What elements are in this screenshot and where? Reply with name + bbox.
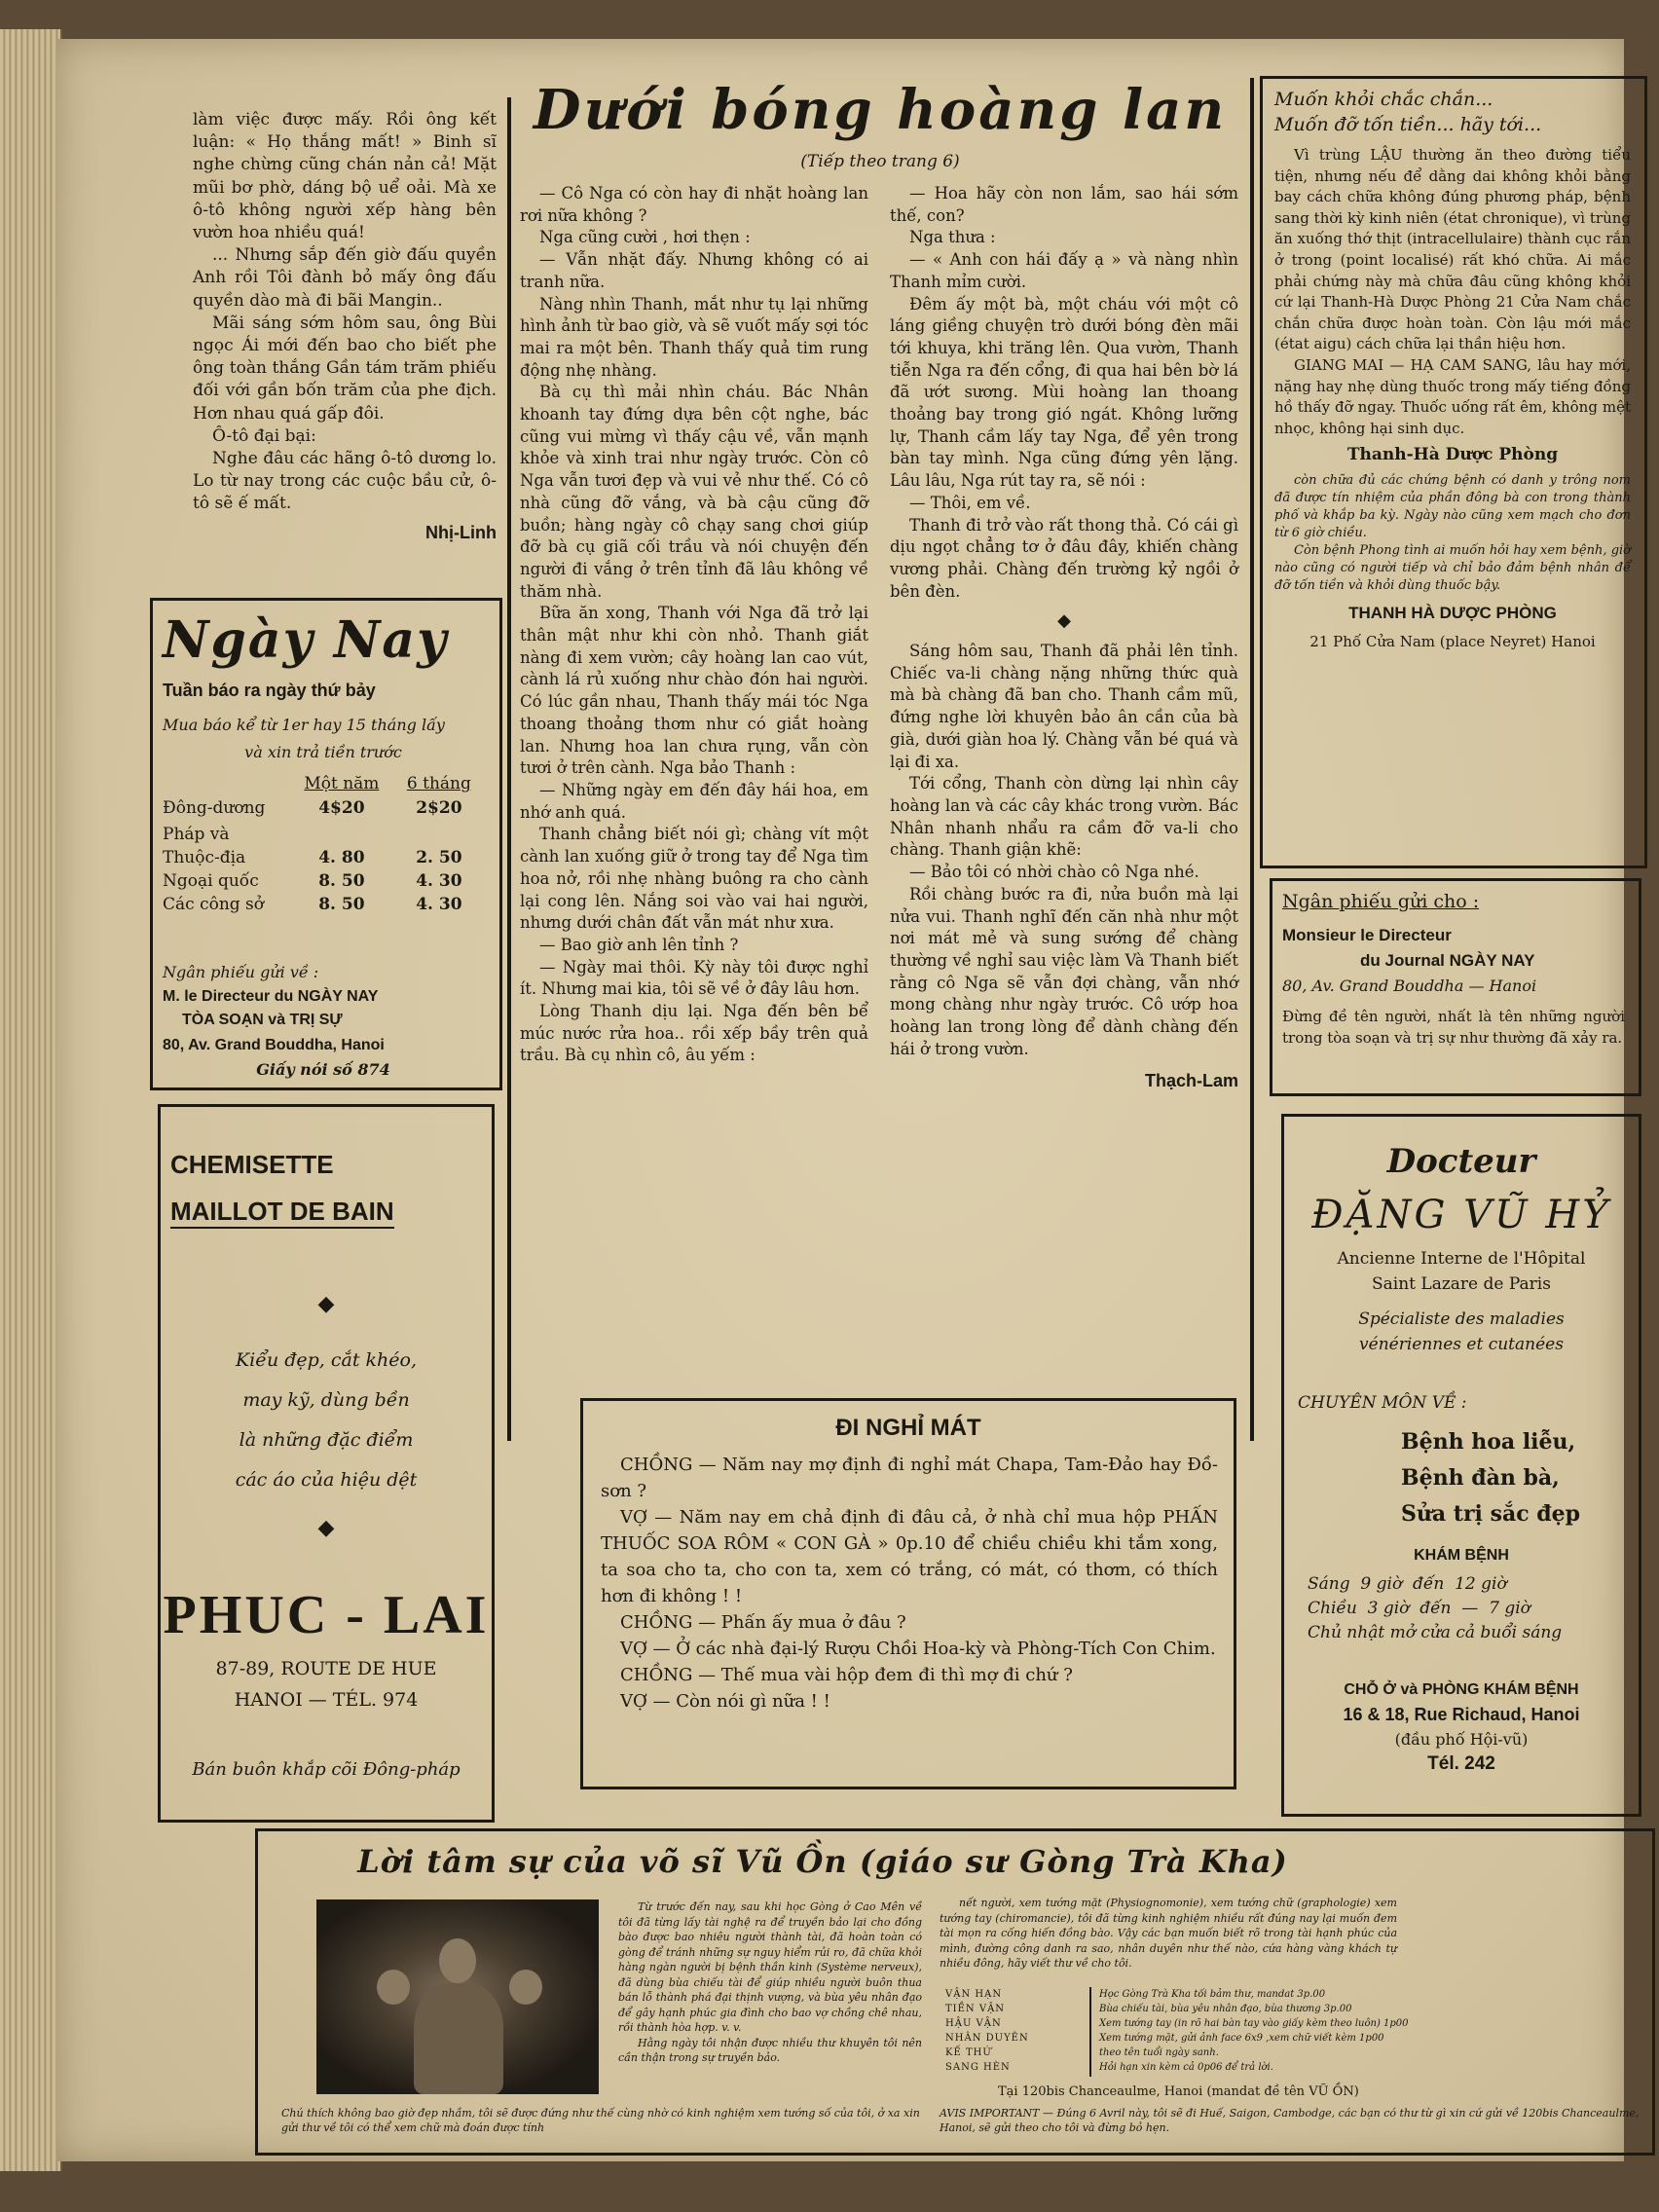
docteur-tel: Tél. 242 bbox=[1427, 1753, 1495, 1774]
price-row-label: Pháp và bbox=[163, 825, 230, 844]
diamond-ornament: ◆ bbox=[317, 1292, 335, 1316]
story-paragraph: Tới cổng, Thanh còn dừng lại nhìn cây hoàng lan và các cây khác trong vườn. Bác Nhân nhanh nhẩu ra cầm đỡ va-li cho chàng. Thanh giận khẽ: bbox=[890, 774, 1238, 860]
thanh-ha-paragraph: còn chữa đủ các chứng bệnh có danh y trông nom đã được tín nhiệm của phần đông bà con trong thành phố và khắp ba kỳ. Ngày nào cũng xem mạch cho đơn từ 6 giờ chiều. bbox=[1274, 472, 1631, 540]
story-paragraph: — Ngày mai thôi. Kỳ này tôi được nghỉ ít. Nhưng mai kia, tôi sẽ về ở đây lâu hơn. bbox=[520, 957, 868, 999]
boxer-left-fist bbox=[377, 1970, 410, 2005]
dialogue-line: CHỒNG — Phấn ấy mua ở đâu ? bbox=[620, 1612, 906, 1633]
ngan-phieu-notice bbox=[1270, 878, 1641, 1096]
left-column-text bbox=[193, 109, 497, 544]
vu-on-paragraph: Từ trước đến nay, sau khi học Gòng ở Cao Mên về tôi đã từng lấy tài nghệ ra để truyền bảo lại cho đồng bào được bao nhiêu người thành tài, đã hoàn toàn có gòng để tránh những sự nguy hiểm rủi ro, đã chữa khỏi hàng ngàn người bị bệnh thần kinh (Système nerveux), đã dùng bùa chiếu tài để giúp nhiều người buôn thua bán lỗ thành phá đại thịnh vượng, và bùa yêu nhân đạo để gây hạnh phúc gia đình cho bao vợ chồng chê nhau, rồi thành hòa hợp. v. v. bbox=[618, 1900, 922, 2034]
thanh-ha-pharmacy-ad bbox=[1260, 76, 1647, 868]
thanh-ha-head-1: Muốn khỏi chắc chắn... bbox=[1274, 89, 1493, 110]
ngan-phieu-note: Đừng đề tên người, nhất là tên những người trong tòa soạn và trị sự như thường đã xảy ra. bbox=[1282, 1008, 1625, 1047]
ngay-nay-title: Ngày Nay bbox=[163, 610, 449, 670]
chemisette-label: CHEMISETTE bbox=[170, 1150, 334, 1179]
service-label: NHÂN DUYÊN bbox=[945, 2033, 1029, 2044]
docteur-hours bbox=[1308, 1572, 1562, 1645]
story-paragraph: — Thôi, em về. bbox=[909, 493, 1031, 512]
docteur-office-label: CHỖ Ở và PHÒNG KHÁM BỆNH bbox=[1344, 1681, 1579, 1698]
thanh-ha-body bbox=[1274, 145, 1631, 652]
ngan-phieu-title: Ngân phiếu gửi cho : bbox=[1282, 891, 1480, 912]
price-six-months: 4. 30 bbox=[416, 895, 462, 914]
di-nghi-mat-title: ĐI NGHỈ MÁT bbox=[835, 1415, 981, 1441]
story-paragraph: — Hoa hãy còn non lắm, sao hái sớm thế, con? bbox=[890, 184, 1238, 225]
list-divider bbox=[1089, 1987, 1091, 2077]
left-paragraph: Ô-tô đại bại: bbox=[212, 425, 316, 446]
subscription-note: Mua báo kể từ 1er hay 15 tháng lấy bbox=[163, 716, 445, 734]
docteur-specialty-2: vénériennes et cutanées bbox=[1359, 1335, 1564, 1354]
thanh-ha-head-2: Muốn đỡ tốn tiền... hãy tới... bbox=[1274, 114, 1542, 135]
col-header-six-months: 6 tháng bbox=[406, 774, 471, 793]
left-paragraph: Nghe đâu các hãng ô-tô dương lo. Lo từ nay trong các cuộc bầu cử, ô-tô sẽ ế mất. bbox=[193, 449, 497, 514]
service-item: Sửa trị sắc đẹp bbox=[1401, 1501, 1581, 1527]
vu-on-text-col-2 bbox=[940, 1896, 1397, 1972]
story-paragraph: — « Anh con hái đấy ạ » và nàng nhìn Thanh mỉm cười. bbox=[890, 250, 1238, 291]
thanh-ha-address: 21 Phố Cửa Nam (place Neyret) Hanoi bbox=[1309, 632, 1596, 650]
story-paragraph: Bữa ăn xong, Thanh với Nga đã trở lại thân mật như khi còn nhỏ. Thanh giắt nàng đi xem vườn; cây hoàng lan cao vút, cành lá rủ xuống như chào đón hai người. Có lúc gần nhau, Thanh thấy mái tóc Nga thoang thoảng thơm như có giắt hoàng lan. Nhưng hoa lan chưa rụng, vẫn còn tươi ở trên cành. Nga bảo Thanh : bbox=[520, 604, 868, 778]
story-paragraph: Thanh chẳng biết nói gì; chàng vít một cành lan xuống giữ ở trong tay để Nga tìm hoa nở, rồi nhẹ nhàng buông ra cho cành lại cong lên. Nắng soi vào vai hai người, nhưng dưới chân đất vẫn mát như xưa. bbox=[520, 825, 868, 933]
price-line: Hỏi hạn xin kèm cả 0p06 để trả lời. bbox=[1099, 2062, 1273, 2073]
newspaper-page bbox=[56, 39, 1640, 2161]
docteur-services bbox=[1401, 1424, 1580, 1532]
phuc-lai-address: 87-89, ROUTE DE HUE bbox=[215, 1658, 437, 1679]
maillot-label: MAILLOT DE BAIN bbox=[170, 1197, 394, 1229]
hours-line: Chủ nhật mở cửa cả buổi sáng bbox=[1308, 1623, 1563, 1642]
story-column-2 bbox=[890, 183, 1238, 1092]
left-paragraph: làm việc được mấy. Rồi ông kết luận: « Họ thắng mất! » Binh sĩ nghe chừng cũng chán nản cả! Mặt mũi bơ phờ, dáng bộ uể oải. Mà xe ô-tô không người xếp hàng bên vườn hoa nhiều quá! bbox=[193, 110, 497, 243]
story-paragraph: Nga cũng cười , hơi thẹn : bbox=[539, 228, 751, 247]
story-paragraph: — Vẫn nhặt đấy. Nhưng không có ai tranh nữa. bbox=[520, 250, 868, 291]
phuc-lai-ad bbox=[158, 1104, 495, 1823]
slogan-line: Kiểu đẹp, cắt khéo, bbox=[235, 1349, 417, 1371]
docteur-near: (đầu phố Hội-vũ) bbox=[1394, 1730, 1529, 1749]
service-label: VẬN HẠN bbox=[945, 1989, 1003, 2000]
phuc-lai-footer: Bán buôn khắp cõi Đông-pháp bbox=[192, 1759, 461, 1780]
hours-line: Chiều 3 giờ đến — 7 giờ bbox=[1308, 1599, 1530, 1618]
section-diamond: ◆ bbox=[1057, 610, 1071, 632]
address: 80, Av. Grand Bouddha, Hanoi bbox=[163, 1037, 385, 1053]
ngan-phieu-line-1: Monsieur le Directeur bbox=[1282, 926, 1452, 944]
story-paragraph: Rồi chàng bước ra đi, nửa buồn mà lại nửa vui. Thanh nghĩ đến căn nhà như một nơi mát mẻ và sung sướng để chàng thường về nghỉ sau việc làm Và Thanh biết rằng cô Nga sẽ vẫn đợi chàng, vẫn nhớ mong chàng như ngày trước. Cô ướp hoa hoàng lan trong lòng để dành chàng đến hái ở trong vườn. bbox=[890, 884, 1238, 1058]
service-item: Bệnh hoa liễu, bbox=[1401, 1429, 1576, 1455]
boxer-head bbox=[439, 1938, 476, 1983]
story-paragraph: — Bảo tôi có nhời chào cô Nga nhé. bbox=[909, 863, 1199, 882]
price-row-label: Thuộc-địa bbox=[163, 848, 246, 867]
price-line: Bùa chiếu tài, bùa yêu nhân đạo, bùa thương 3p.00 bbox=[1099, 2004, 1352, 2014]
price-row-label: Đông-dương bbox=[163, 798, 266, 818]
vu-on-text-col-1 bbox=[618, 1899, 922, 2066]
vu-on-paragraph: Hằng ngày tôi nhận được nhiều thư khuyên tôi nên cần thận trong sự truyền bảo. bbox=[618, 2036, 922, 2064]
hours-line: Sáng 9 giờ đến 12 giờ bbox=[1308, 1574, 1507, 1594]
send-to-label: Ngân phiếu gửi về : bbox=[163, 963, 319, 981]
service-label: TIỀN VẬN bbox=[945, 2004, 1006, 2014]
service-label: HẬU VẬN bbox=[945, 2018, 1002, 2029]
vu-on-avis: AVIS IMPORTANT — Đúng 6 Avril này, tôi sẽ đi Huế, Saigon, Cambodge, các bạn có thư từ gì xin cứ gửi về 120bis Chanceaulme, Hanoi, sẽ gửi theo cho tôi và đừng bỏ hẹn. bbox=[940, 2107, 1640, 2134]
book-page-edges bbox=[0, 29, 62, 2171]
chuyen-mon-label: CHUYÊN MÔN VỀ : bbox=[1298, 1393, 1467, 1413]
prepay-note: và xin trả tiền trước bbox=[244, 743, 402, 761]
price-six-months: 2. 50 bbox=[416, 848, 462, 867]
ngay-nay-subtitle: Tuần báo ra ngày thứ bảy bbox=[163, 681, 376, 700]
phuc-lai-name: PHUC - LAI bbox=[163, 1585, 490, 1645]
price-one-year bbox=[289, 823, 394, 846]
dialogue-line: CHỒNG — Thế mua vài hộp đem đi thì mợ đi chứ ? bbox=[620, 1665, 1073, 1685]
ngan-phieu-line-2: du Journal NGÀY NAY bbox=[1360, 951, 1535, 970]
price-six-months: 2$20 bbox=[416, 798, 462, 818]
story-paragraph: — Cô Nga có còn hay đi nhặt hoàng lan rơi nữa không ? bbox=[520, 184, 868, 225]
story-title: Dưới bóng hoàng lan bbox=[533, 78, 1228, 142]
left-paragraph: ... Nhưng sắp đến giờ đấu quyền Anh rồi Tôi đành bỏ mấy ông đấu quyền dào mà đi bãi Mangin.. bbox=[193, 245, 497, 311]
docteur-title: Docteur bbox=[1386, 1142, 1536, 1181]
price-one-year: 8. 50 bbox=[318, 895, 365, 914]
docteur-name: ĐẶNG VŨ HỶ bbox=[1311, 1193, 1611, 1237]
slogan-line: các áo của hiệu dệt bbox=[235, 1469, 418, 1491]
docteur-dang-vu-hy-ad bbox=[1281, 1114, 1641, 1817]
story-paragraph: Nga thưa : bbox=[909, 228, 996, 247]
price-line: Học Gòng Trà Kha tối bảm thư, mandat 3p.00 bbox=[1099, 1989, 1326, 2000]
slogan-line: may kỹ, dùng bền bbox=[242, 1389, 410, 1411]
story-continued-note: (Tiếp theo trang 6) bbox=[800, 152, 960, 171]
thanh-ha-paragraph: Còn bệnh Phong tình ai muốn hỏi hay xem bệnh, giờ nào cũng có người tiếp và chỉ bảo đảm bệnh nhân để đỡ tốn tiền và khỏi dùng thuốc bậy. bbox=[1274, 542, 1631, 593]
story-paragraph: Sáng hôm sau, Thanh đã phải lên tỉnh. Chiếc va-li chàng nặng những thức quà mà bà chàng đã ban cho. Thanh cầm mũ, đứng nghe lời khuyên bảo ân cần của bà già, dưới giàn hoa lý. Chàng vẫn bé quá và lại đi xa. bbox=[890, 642, 1238, 771]
story-paragraph: Thanh đi trở vào rất thong thả. Có cái gì dịu ngọt chẳng tơ ở đâu đây, khiến chàng vương phải. Chàng đến trường kỷ ngồi ở bên đèn. bbox=[890, 515, 1238, 601]
di-nghi-mat-ad bbox=[580, 1398, 1236, 1789]
docteur-credentials-1: Ancienne Interne de l'Hôpital bbox=[1337, 1249, 1586, 1269]
vu-on-title: Lời tâm sự của võ sĩ Vũ Ồn (giáo sư Gòng Trà Kha) bbox=[357, 1843, 1288, 1880]
price-line: Xem tướng tay (in rõ hai bàn tay vào giấy kèm theo luôn) 1p00 bbox=[1099, 2018, 1409, 2029]
story-paragraph: Nàng nhìn Thanh, mắt như tụ lại những hình ảnh từ bao giờ, và sẽ vuốt mấy sợi tóc mai ra một bên. Thanh thấy quả tim rung động nhẹ nhàng. bbox=[520, 294, 868, 380]
subscription-price-table bbox=[163, 774, 484, 916]
thanh-ha-name-footer: THANH HÀ DƯỢC PHÒNG bbox=[1348, 603, 1557, 622]
kham-benh-label: KHÁM BỆNH bbox=[1414, 1547, 1509, 1564]
price-one-year: 4. 80 bbox=[318, 848, 365, 867]
boxer-photo bbox=[316, 1899, 599, 2094]
diamond-ornament: ◆ bbox=[317, 1516, 335, 1540]
thanh-ha-name: Thanh-Hà Dược Phòng bbox=[1346, 445, 1559, 465]
left-signature: Nhị-Linh bbox=[425, 522, 497, 542]
service-label: SANG HÈN bbox=[945, 2062, 1011, 2073]
phone-number: Giấy nói số 874 bbox=[256, 1060, 390, 1079]
dialogue-line: CHỒNG — Năm nay mợ định đi nghỉ mát Chapa, Tam-Đảo hay Đồ-sơn ? bbox=[601, 1455, 1218, 1501]
story-paragraph: Đêm ấy một bà, một cháu với một cô láng giềng chuyện trò dưới bóng đèn mãi tới khuya, khi trăng lên. Qua vườn, Thanh tiễn Nga ra đến cổng, đi qua hai bên bờ lá đã ướt sương. Mùi hoàng lan thoang thoảng bay trong gió ngát. Không lưỡng lự, Thanh cầm lấy tay Nga, để yên trong bàn tay mình. Nga cũng đứng yên lặng. Lâu lâu, Nga rút tay ra, sẽ nói : bbox=[890, 294, 1238, 491]
vu-on-paragraph: nết người, xem tướng mặt (Physiognomonie), xem tướng chữ (graphologie) xem tướng tay (chiromancie), tôi đã từng kinh nghiệm nhiều rất đúng nay lại muốn đem tài mọn ra cống hiến đồng bào. Vậy các bạn muốn biết rõ trong tài hạnh phúc của mình, đường công danh ra sao, nhân duyên như thế nào, cứa hàng vàng khách tự nhiều đông, hãy viết thư về cho tôi. bbox=[940, 1897, 1397, 1970]
price-line: Xem tướng mặt, gửi ảnh face 6x9 ,xem chữ viết kèm 1p00 bbox=[1099, 2033, 1384, 2044]
service-label: KẾ THỨ bbox=[945, 2047, 992, 2058]
story-paragraph: Bà cụ thì mải nhìn cháu. Bác Nhân khoanh tay đứng dựa bên cột nghe, bác cũng vui mừng vì thấy cậu về, vẫn mạnh khỏe và xinh trai như ngày trước. Còn cô Nga vẫn tươi đẹp và vui vẻ như thế. Có cô nhà cũng đỡ vắng, và bà cậu cũng đỡ buồn; hàng ngày cô chạy sang chơi giúp đỡ bà cụ giã cối trầu và nói chuyện đến người đi vắng ở trên tỉnh đã lâu không về thăm nhà. bbox=[520, 383, 868, 601]
story-column-1 bbox=[520, 183, 868, 1067]
price-line: theo tên tuổi ngày sanh. bbox=[1099, 2047, 1219, 2058]
col-header-one-year: Một năm bbox=[304, 774, 380, 793]
vu-on-services-list bbox=[945, 1987, 1029, 2075]
dialogue-line: VỢ — Năm nay em chả định đi đâu cả, ở nhà chỉ mua hộp PHẤN THUỐC SOA RÔM « CON GÀ » 0p.10 để chiều chiều khi tắm xong, ta soa cho ta, cho con ta, xem có trắng, có mát, có thơm, có thích hơn đi không ! ! bbox=[601, 1507, 1218, 1606]
price-one-year: 4$20 bbox=[318, 798, 365, 818]
vu-on-prices-list bbox=[1099, 1987, 1430, 2075]
story-paragraph: — Bao giờ anh lên tỉnh ? bbox=[539, 935, 739, 954]
addressee: M. le Directeur du NGÀY NAY bbox=[163, 988, 379, 1005]
price-six-months: 4. 30 bbox=[416, 871, 462, 891]
thanh-ha-paragraph: Vì trùng LẬU thường ăn theo đường tiểu tiện, nhưng nếu để dằng dai không khỏi bằng bay cách chữa không đúng phương pháp, bệnh sang thời kỳ kinh niên (état chronique), vì trùng ăn xuống thớ thịt (intracellulaire) thành cục rắn ở trong (point localisé) rất khó chữa. Ai mắc phải chứng này mà chữa đâu cũng không khỏi cứ lại Thanh-Hà Dược Phòng 21 Cửa Nam chắc chắn chữa được hoàn toàn. Còn lậu mới mắc (état aigu) cách chữa lại thần hiệu hơn. bbox=[1274, 146, 1631, 353]
vu-on-ad bbox=[255, 1828, 1655, 2156]
vu-on-address: Tại 120bis Chanceaulme, Hanoi (mandat đề tên VŨ ỒN) bbox=[998, 2084, 1359, 2099]
price-row-label: Các công sở bbox=[163, 895, 265, 914]
slogan-line: là những đặc điểm bbox=[239, 1429, 414, 1451]
thanh-ha-paragraph: GIANG MAI — HẠ CAM SANG, lâu hay mới, nặng hay nhẹ dùng thuốc trong mấy tiếng đồng hồ thấy đỡ ngay. Thuốc uống rất êm, không mệt nhọc, không hại sinh dục. bbox=[1274, 355, 1631, 437]
price-row-label: Ngoại quốc bbox=[163, 871, 259, 891]
left-paragraph: Mãi sáng sớm hôm sau, ông Bùi ngọc Ái mới đến bao cho biết phe ông toàn thắng Gần tám trăm phiếu đối với gần bốn trăm của phe địch. Hơn nhau quá gấp đôi. bbox=[193, 313, 497, 424]
docteur-credentials-2: Saint Lazare de Paris bbox=[1372, 1274, 1551, 1294]
story-paragraph: — Những ngày em đến đây hái hoa, em nhớ anh quá. bbox=[520, 780, 868, 822]
phuc-lai-slogan bbox=[161, 1341, 492, 1500]
docteur-specialty-1: Spécialiste des maladies bbox=[1358, 1309, 1565, 1329]
ngan-phieu-line-3: 80, Av. Grand Bouddha — Hanoi bbox=[1282, 977, 1537, 995]
boxer-right-fist bbox=[509, 1970, 542, 2005]
dialogue-line: VỢ — Còn nói gì nữa ! ! bbox=[620, 1691, 830, 1712]
phuc-lai-phone: HANOI — TÉL. 974 bbox=[234, 1689, 419, 1711]
story-signature: Thạch-Lam bbox=[1144, 1071, 1238, 1091]
boxer-torso bbox=[414, 1983, 503, 2094]
docteur-address: 16 & 18, Rue Richaud, Hanoi bbox=[1343, 1705, 1580, 1724]
ngay-nay-subscription-ad bbox=[150, 598, 502, 1090]
column-rule bbox=[507, 97, 511, 1441]
vu-on-caption: Chú thích không bao giờ đẹp nhầm, tôi sẽ được đứng như thế cùng nhờ có kinh nghiệm xem tướng số của tôi, ở xa xin gửi thư về tôi có thể xem chữ mà đoán được tính bbox=[281, 2107, 920, 2134]
office-label: TÒA SOẠN và TRỊ SỰ bbox=[182, 1012, 343, 1028]
dialogue-line: VỢ — Ở các nhà đại-lý Rượu Chồi Hoa-kỳ và Phòng-Tích Con Chim. bbox=[620, 1639, 1216, 1659]
di-nghi-mat-dialogue bbox=[601, 1452, 1218, 1714]
service-item: Bệnh đàn bà, bbox=[1401, 1465, 1560, 1491]
price-six-months bbox=[394, 823, 484, 846]
column-rule bbox=[1250, 78, 1254, 1441]
price-one-year: 8. 50 bbox=[318, 871, 365, 891]
story-paragraph: Lòng Thanh dịu lại. Nga đến bên bể múc nước rửa hoa.. rồi xếp bầy trên quả trầu. Bà cụ nhìn cô, âu yếm : bbox=[520, 1002, 868, 1065]
